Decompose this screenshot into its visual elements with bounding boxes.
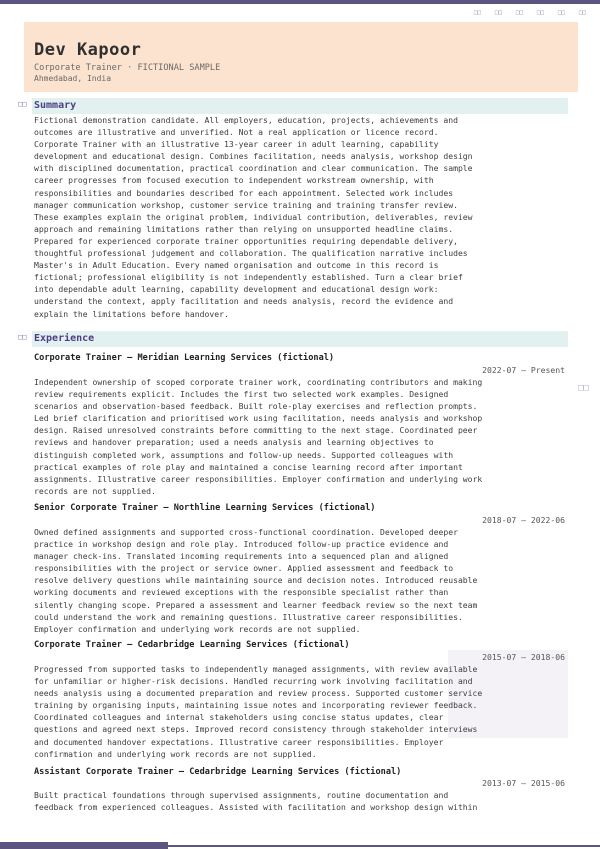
job-title: Corporate Trainer – Cedarbridge Learning Services (fictional): [34, 640, 350, 650]
job-description: Owned defined assignments and supported cross-functional coordination. Developed deeper practice in workshop design and role play. Introduced follow-up practice evidence and manager check-ins. Translated incoming requirements into a sequenced plan and aligned responsibilities with the project or service owner. Applied assessment and feedback to resolve delivery questions while maintaining source and decision notes. Introduced reusable working documents and reviewed exceptions with the responsible specialist rather than silently changing scope. Prepared a assessment and learner feedback review so the next team could understand the work and remaining questions. Illustrative career responsibilities. Employer confirmation and underlying work records are not supplied.: [34, 527, 478, 634]
job-description: Independent ownership of scoped corporate trainer work, coordinating contributors and making review requirements explicit. Includes the first two selected work examples. Designed scenarios and observation-based feedback. Built role-play exercises and reflection prompts. Led brief clarification and prioritised work using facilitation, needs analysis and workshop design. Raised unresolved constraints before committing to the next stage. Coordinated peer reviews and handover preparation; used a needs analysis and learning objectives to distinguish completed work, assumptions and follow-up needs. Supported colleagues with practical examples of role play and maintained a concise learning record after important assignments. Illustrative career responsibilities. Employer confirmation and underlying work records are not supplied.: [34, 377, 483, 496]
top-link[interactable]: □□: [557, 9, 566, 16]
bottom-accent-bar: [0, 842, 168, 849]
experience-heading: Experience: [32, 331, 568, 347]
top-links: [470, 8, 590, 18]
candidate-headline: Corporate Trainer · FICTIONAL SAMPLE: [34, 63, 221, 73]
summary-heading: Summary: [32, 98, 568, 114]
job-description: Built practical foundations through supervised assignments, routine documentation and feedback from experienced colleagues. Assisted with facilitation and workshop design within: [34, 790, 478, 813]
top-link[interactable]: □□: [578, 9, 587, 16]
job-dates: 2022-07 – Present: [482, 365, 565, 375]
resume-header: [24, 22, 578, 92]
job-title: Corporate Trainer – Meridian Learning Services (fictional): [34, 353, 335, 363]
top-link[interactable]: □□: [473, 9, 482, 16]
experience-marker-icon: □□: [18, 333, 27, 341]
job-dates: 2013-07 – 2015-06: [482, 778, 565, 788]
job-title: Assistant Corporate Trainer – Cedarbridge Learning Services (fictional): [34, 767, 402, 777]
candidate-location: Ahmedabad, India: [34, 74, 112, 83]
top-link[interactable]: □□: [515, 9, 524, 16]
top-link[interactable]: □□: [494, 9, 503, 16]
summary-text: Fictional demonstration candidate. All employers, education, projects, achievements and outcomes are illustrative and unverified. Not a real application or licence record. Corporate Trainer with an illustrative 13-year career in adult learning, capability development and educational design. Combines facilitation, needs analysis, workshop design with disciplined documentation, practical coordination and clear communication. The sample career progresses from focused execution to independent workstream ownership, with responsibilities and boundaries described for each appointment. Selected work includes manager communication workshop, customer service training and training transfer review. These examples explain the original problem, individual contribution, deliverables, review approach and remaining limitations rather than relying on unsupported headline claims. Prepared for experienced corporate trainer opportunities requiring dependable delivery, thoughtful professional judgement and collaboration. The qualification narrative includes Master's in Adult Education. Every named organisation and outcome in this record is fictional; professional eligibility is not independently established. Turn a clear brief into dependable adult learning, capability development and educational design work: understand the context, apply facilitation and needs analysis, record the evidence and explain the limitations before handover.: [34, 115, 473, 319]
top-link[interactable]: □□: [536, 9, 545, 16]
job-dates: 2015-07 – 2018-06: [482, 652, 565, 662]
top-accent-bar: [0, 0, 600, 4]
summary-marker-icon: □□: [18, 100, 27, 108]
side-glyph-icon: □□: [578, 383, 589, 393]
candidate-name: Dev Kapoor: [34, 40, 142, 60]
job-description: Progressed from supported tasks to independently managed assignments, with review available for unfamiliar or higher-risk decisions. Handled recurring work involving facilitation and needs analysis using a documented preparation and review process. Supported customer service training by organising inputs, maintaining issue notes and incorporating reviewer feedback. Coordinated colleagues and internal stakeholders using concise status updates, clear questions and agreed next steps. Improved record consistency through stakeholder interviews and documented handover expectations. Illustrative career responsibilities. Employer confirmation and underlying work records are not supplied.: [34, 664, 483, 759]
job-title: Senior Corporate Trainer – Northline Learning Services (fictional): [34, 503, 376, 513]
job-dates: 2018-07 – 2022-06: [482, 515, 565, 525]
